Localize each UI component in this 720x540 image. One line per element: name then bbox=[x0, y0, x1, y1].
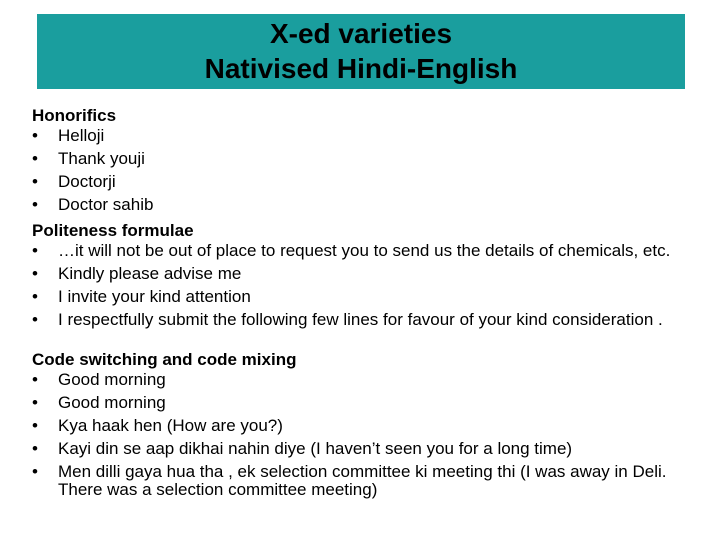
list-item: • I respectfully submit the following few lines for favour of your kind consideration . bbox=[32, 310, 663, 329]
list-item: • I invite your kind attention bbox=[32, 287, 251, 306]
bullet-icon: • bbox=[32, 126, 38, 145]
list-item: • Good morning bbox=[32, 393, 166, 412]
section-heading-politeness: Politeness formulae bbox=[32, 221, 194, 240]
bullet-icon: • bbox=[32, 149, 38, 168]
bullet-icon: • bbox=[32, 287, 38, 306]
slide-body bbox=[32, 104, 712, 504]
honorifics-list bbox=[32, 127, 712, 214]
list-item: • Helloji bbox=[32, 126, 105, 145]
list-item: • Kindly please advise me bbox=[32, 264, 242, 283]
bullet-icon: • bbox=[32, 439, 38, 458]
slide-title-banner bbox=[37, 14, 685, 89]
list-item: • …it will not be out of place to request you to send us the details of chemicals, etc. bbox=[32, 241, 671, 260]
list-item: • Doctor sahib bbox=[32, 195, 154, 214]
slide-title-line-1: X-ed varieties bbox=[269, 18, 453, 49]
slide-title-line-2: Nativised Hindi-English bbox=[204, 53, 518, 84]
bullet-icon: • bbox=[32, 172, 38, 191]
list-item: • Kya haak hen (How are you?) bbox=[32, 416, 283, 435]
politeness-list bbox=[32, 242, 712, 329]
list-item: • Doctorji bbox=[32, 172, 116, 191]
list-item: • Men dilli gaya hua tha , ek selection committee ki meeting thi (I was away in Deli. There was a selection committee meeting) bbox=[32, 462, 667, 499]
bullet-icon: • bbox=[32, 416, 38, 435]
bullet-icon: • bbox=[32, 393, 38, 412]
bullet-icon: • bbox=[32, 370, 38, 389]
section-heading-honorifics: Honorifics bbox=[32, 106, 117, 125]
list-item: • Kayi din se aap dikhai nahin diye (I haven’t seen you for a long time) bbox=[32, 439, 573, 458]
bullet-icon: • bbox=[32, 241, 38, 260]
section-heading-code-switching: Code switching and code mixing bbox=[32, 350, 297, 369]
list-item: • Thank youji bbox=[32, 149, 145, 168]
code-switching-list bbox=[32, 371, 712, 499]
bullet-icon: • bbox=[32, 462, 38, 481]
bullet-icon: • bbox=[32, 310, 38, 329]
bullet-icon: • bbox=[32, 264, 38, 283]
list-item: • Good morning bbox=[32, 370, 166, 389]
bullet-icon: • bbox=[32, 195, 38, 214]
